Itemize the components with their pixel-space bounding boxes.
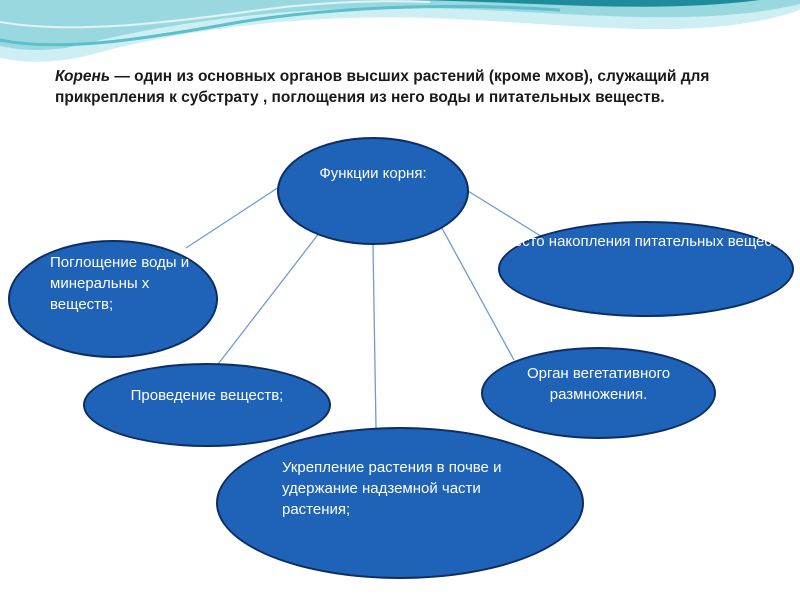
node-conduction [83, 363, 331, 447]
node-absorption [8, 240, 218, 358]
connector-anchoring [373, 245, 376, 428]
connector-absorption [186, 185, 282, 248]
node-vegetative-label: Орган вегетативного размножения. [526, 365, 671, 403]
definition-body: — один из основных органов высших растений (кроме мхов), служащий для прикрепления к субстрату , поглощения из него воды и питательных веществ. [55, 68, 710, 106]
center-node-root-functions [277, 137, 469, 245]
center-node-label: Функции корня: [319, 165, 427, 182]
node-storage [498, 221, 794, 317]
definition-term: Корень [55, 68, 111, 85]
node-conduction-label: Проведение веществ; [130, 387, 284, 404]
node-storage-label: Место накопления питательных веществ; [501, 233, 791, 250]
connector-conduction [212, 232, 320, 372]
node-anchoring-label: Укрепление растения в почве и удержание надземной части растения; [282, 459, 502, 518]
node-absorption-label: Поглощение воды и минеральны х веществ; [50, 254, 190, 313]
node-anchoring [216, 427, 584, 579]
node-vegetative-propagation [481, 347, 716, 439]
